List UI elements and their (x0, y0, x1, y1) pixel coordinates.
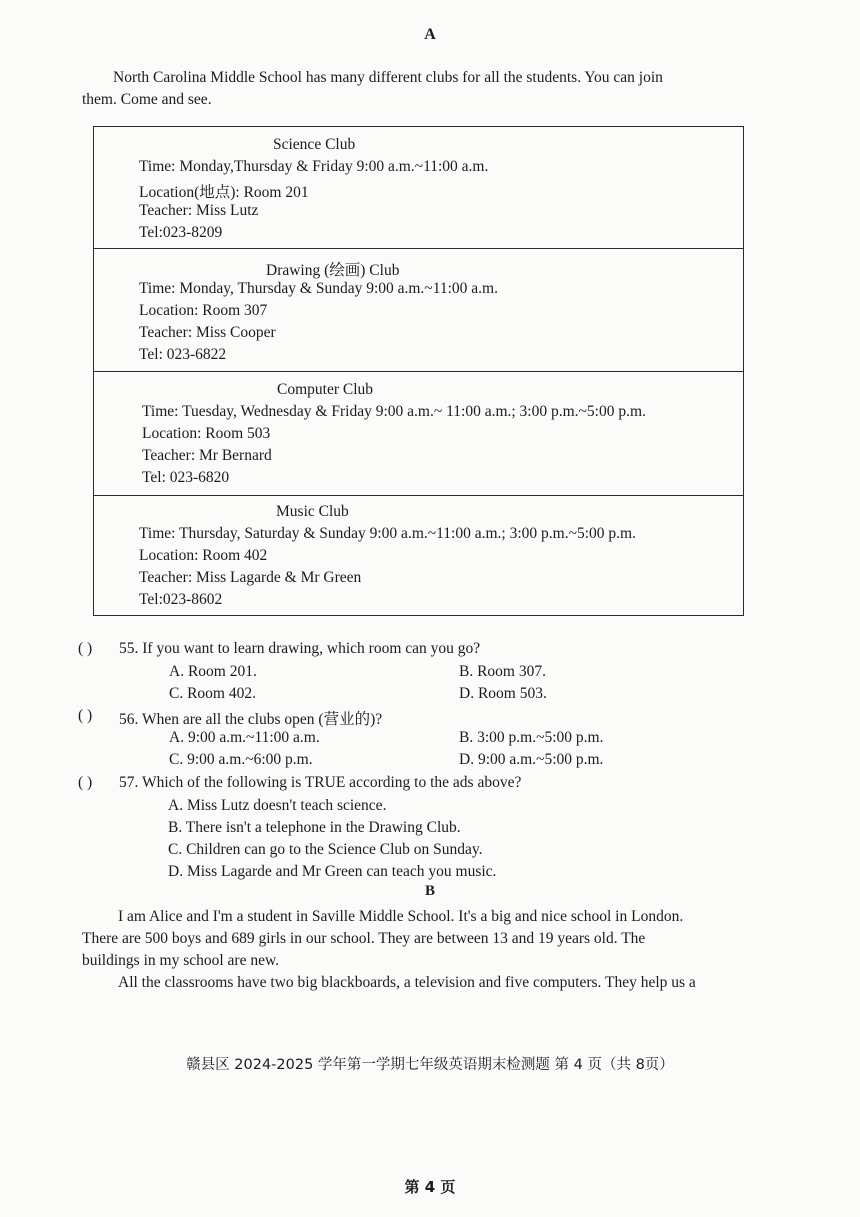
club-teacher: Teacher: Miss Cooper (139, 324, 276, 341)
passage-b-line: buildings in my school are new. (82, 952, 280, 969)
club-location: Location: Room 402 (139, 547, 268, 564)
club-time: Time: Monday, Thursday & Sunday 9:00 a.m.~11:00 a.m. (139, 280, 498, 297)
answer-blank[interactable]: ( ) (78, 640, 93, 657)
club-time: Time: Thursday, Saturday & Sunday 9:00 a.m.~11:00 a.m.; 3:00 p.m.~5:00 p.m. (139, 525, 636, 542)
club-title: Computer Club (277, 381, 374, 398)
option-a: A. Room 201. (169, 663, 257, 680)
passage-b-line: I am Alice and I'm a student in Saville Middle School. It's a big and nice school in London. (118, 908, 684, 925)
club-time: Time: Tuesday, Wednesday & Friday 9:00 a.m.~ 11:00 a.m.; 3:00 p.m.~5:00 p.m. (142, 403, 646, 420)
option-a: A. 9:00 a.m.~11:00 a.m. (169, 729, 320, 746)
section-b-heading: B (424, 883, 435, 899)
option-c: C. Room 402. (169, 685, 256, 702)
question-56-stem: 56. When are all the clubs open (营业的)? (119, 711, 383, 728)
exam-footer: 赣县区 2024-2025 学年第一学期七年级英语期末检测题 第 4 页（共 8页） (186, 1057, 674, 1073)
option-d: D. 9:00 a.m.~5:00 p.m. (459, 751, 604, 768)
section-a-heading: A (424, 26, 436, 43)
club-tel: Tel: 023-6820 (142, 469, 230, 486)
option-d: D. Room 503. (459, 685, 547, 702)
answer-blank[interactable]: ( ) (78, 774, 93, 791)
question-55-stem: 55. If you want to learn drawing, which room can you go? (119, 640, 481, 657)
club-computer (94, 371, 743, 496)
club-teacher: Teacher: Miss Lagarde & Mr Green (139, 569, 362, 586)
answer-blank[interactable]: ( ) (78, 707, 93, 724)
club-tel: Tel:023-8602 (139, 591, 223, 608)
club-teacher: Teacher: Mr Bernard (142, 447, 272, 464)
option-c: C. Children can go to the Science Club on Sunday. (168, 841, 483, 858)
passage-b-line: All the classrooms have two big blackboards, a television and five computers. They help us a (118, 974, 696, 991)
intro-text-line-2: them. Come and see. (82, 91, 212, 108)
club-teacher: Teacher: Miss Lutz (139, 202, 259, 219)
club-title: Science Club (273, 136, 356, 153)
club-title: Music Club (276, 503, 349, 520)
page-number: 第 4 页 (404, 1178, 456, 1196)
option-c: C. 9:00 a.m.~6:00 p.m. (169, 751, 313, 768)
club-location: Location: Room 307 (139, 302, 268, 319)
option-b: B. There isn't a telephone in the Drawing Club. (168, 819, 461, 836)
club-drawing (94, 248, 743, 372)
club-location: Location(地点): Room 201 (139, 184, 309, 201)
club-tel: Tel: 023-6822 (139, 346, 227, 363)
option-d: D. Miss Lagarde and Mr Green can teach you music. (168, 863, 497, 880)
club-table (93, 126, 744, 616)
option-a: A. Miss Lutz doesn't teach science. (168, 797, 387, 814)
option-b: B. 3:00 p.m.~5:00 p.m. (459, 729, 604, 746)
intro-text-line-1: North Carolina Middle School has many different clubs for all the students. You can join (113, 69, 663, 86)
question-57-stem: 57. Which of the following is TRUE according to the ads above? (119, 774, 522, 791)
club-science (94, 127, 743, 249)
club-location: Location: Room 503 (142, 425, 271, 442)
club-music (94, 495, 743, 617)
passage-b-line: There are 500 boys and 689 girls in our school. They are between 13 and 19 years old. The (82, 930, 646, 947)
club-time: Time: Monday,Thursday & Friday 9:00 a.m.~11:00 a.m. (139, 158, 489, 175)
club-tel: Tel:023-8209 (139, 224, 223, 241)
club-title: Drawing (绘画) Club (266, 262, 400, 279)
option-b: B. Room 307. (459, 663, 546, 680)
